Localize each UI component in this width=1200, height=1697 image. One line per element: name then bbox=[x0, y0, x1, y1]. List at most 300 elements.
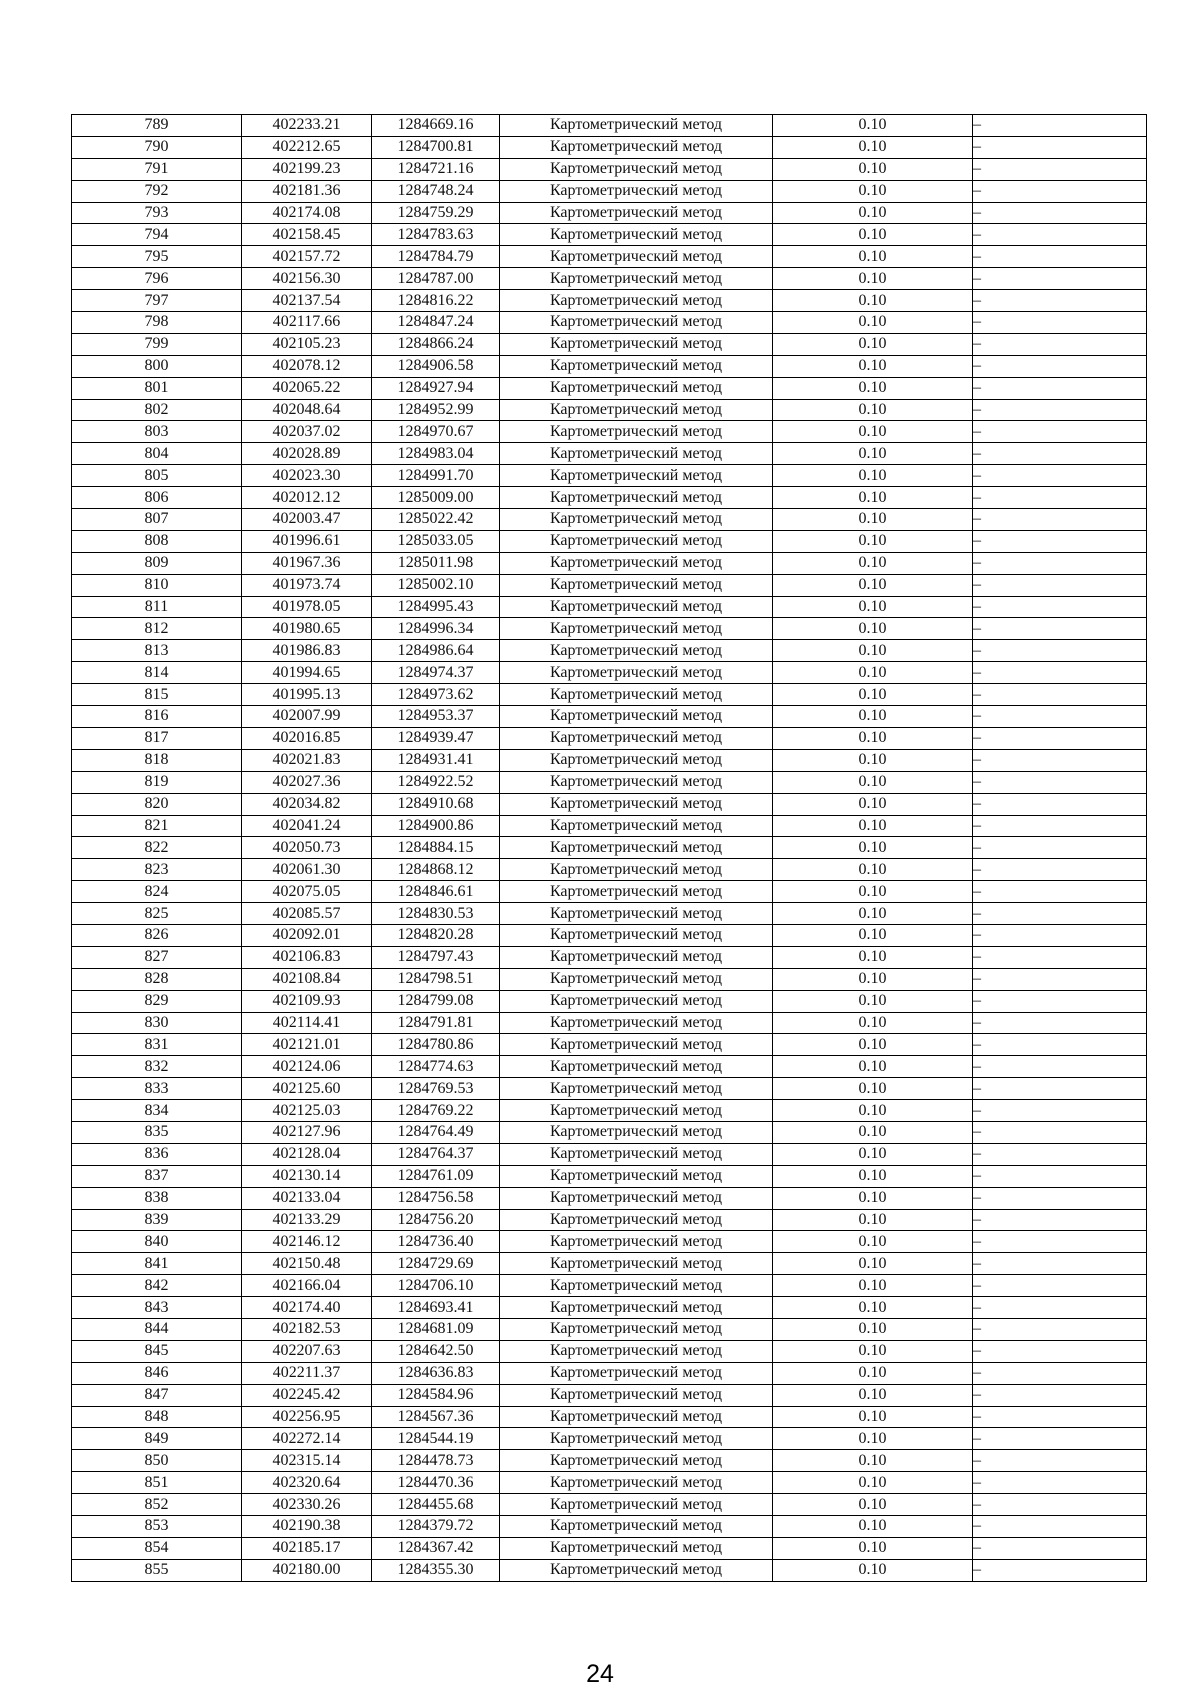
y-coordinate-cell: 1284769.53 bbox=[372, 1078, 500, 1100]
accuracy-cell: 0.10 bbox=[773, 1450, 973, 1472]
point-number-cell: 845 bbox=[72, 1340, 242, 1362]
x-coordinate-cell: 402190.38 bbox=[242, 1516, 372, 1538]
table-row bbox=[72, 793, 1147, 815]
point-number-cell: 840 bbox=[72, 1231, 242, 1253]
x-coordinate-cell: 402212.65 bbox=[242, 136, 372, 158]
note-cell: – bbox=[973, 1362, 1147, 1384]
accuracy-cell: 0.10 bbox=[773, 815, 973, 837]
point-number-cell: 826 bbox=[72, 924, 242, 946]
table-row bbox=[72, 1275, 1147, 1297]
x-coordinate-cell: 402272.14 bbox=[242, 1428, 372, 1450]
accuracy-cell: 0.10 bbox=[773, 377, 973, 399]
point-number-cell: 842 bbox=[72, 1275, 242, 1297]
point-number-cell: 854 bbox=[72, 1537, 242, 1559]
method-cell: Картометрический метод bbox=[500, 1275, 773, 1297]
method-cell: Картометрический метод bbox=[500, 312, 773, 334]
point-number-cell: 803 bbox=[72, 421, 242, 443]
x-coordinate-cell: 402061.30 bbox=[242, 859, 372, 881]
table-row bbox=[72, 1121, 1147, 1143]
y-coordinate-cell: 1284759.29 bbox=[372, 202, 500, 224]
table-row bbox=[72, 1297, 1147, 1319]
point-number-cell: 831 bbox=[72, 1034, 242, 1056]
accuracy-cell: 0.10 bbox=[773, 924, 973, 946]
x-coordinate-cell: 402150.48 bbox=[242, 1253, 372, 1275]
y-coordinate-cell: 1284379.72 bbox=[372, 1516, 500, 1538]
y-coordinate-cell: 1285011.98 bbox=[372, 552, 500, 574]
accuracy-cell: 0.10 bbox=[773, 202, 973, 224]
note-cell: – bbox=[973, 1165, 1147, 1187]
note-cell: – bbox=[973, 596, 1147, 618]
method-cell: Картометрический метод bbox=[500, 333, 773, 355]
method-cell: Картометрический метод bbox=[500, 1428, 773, 1450]
point-number-cell: 790 bbox=[72, 136, 242, 158]
method-cell: Картометрический метод bbox=[500, 793, 773, 815]
accuracy-cell: 0.10 bbox=[773, 662, 973, 684]
table-row bbox=[72, 443, 1147, 465]
note-cell: – bbox=[973, 509, 1147, 531]
accuracy-cell: 0.10 bbox=[773, 312, 973, 334]
accuracy-cell: 0.10 bbox=[773, 1472, 973, 1494]
y-coordinate-cell: 1284906.58 bbox=[372, 355, 500, 377]
x-coordinate-cell: 402023.30 bbox=[242, 465, 372, 487]
x-coordinate-cell: 401978.05 bbox=[242, 596, 372, 618]
x-coordinate-cell: 402016.85 bbox=[242, 727, 372, 749]
y-coordinate-cell: 1284798.51 bbox=[372, 968, 500, 990]
point-number-cell: 794 bbox=[72, 224, 242, 246]
x-coordinate-cell: 402174.40 bbox=[242, 1297, 372, 1319]
x-coordinate-cell: 402075.05 bbox=[242, 881, 372, 903]
y-coordinate-cell: 1285002.10 bbox=[372, 574, 500, 596]
accuracy-cell: 0.10 bbox=[773, 793, 973, 815]
note-cell: – bbox=[973, 881, 1147, 903]
method-cell: Картометрический метод bbox=[500, 290, 773, 312]
y-coordinate-cell: 1284953.37 bbox=[372, 706, 500, 728]
table-row bbox=[72, 815, 1147, 837]
coordinates-table bbox=[71, 114, 1147, 1582]
point-number-cell: 792 bbox=[72, 180, 242, 202]
x-coordinate-cell: 402108.84 bbox=[242, 968, 372, 990]
table-row bbox=[72, 903, 1147, 925]
table-row bbox=[72, 1516, 1147, 1538]
accuracy-cell: 0.10 bbox=[773, 1516, 973, 1538]
method-cell: Картометрический метод bbox=[500, 684, 773, 706]
note-cell: – bbox=[973, 246, 1147, 268]
point-number-cell: 817 bbox=[72, 727, 242, 749]
accuracy-cell: 0.10 bbox=[773, 749, 973, 771]
note-cell: – bbox=[973, 1187, 1147, 1209]
method-cell: Картометрический метод bbox=[500, 1143, 773, 1165]
table-row bbox=[72, 355, 1147, 377]
x-coordinate-cell: 402199.23 bbox=[242, 158, 372, 180]
point-number-cell: 836 bbox=[72, 1143, 242, 1165]
method-cell: Картометрический метод bbox=[500, 1450, 773, 1472]
y-coordinate-cell: 1284756.20 bbox=[372, 1209, 500, 1231]
point-number-cell: 838 bbox=[72, 1187, 242, 1209]
note-cell: – bbox=[973, 946, 1147, 968]
table-row bbox=[72, 465, 1147, 487]
x-coordinate-cell: 402174.08 bbox=[242, 202, 372, 224]
table-row bbox=[72, 509, 1147, 531]
table-row bbox=[72, 574, 1147, 596]
table-row bbox=[72, 421, 1147, 443]
y-coordinate-cell: 1284729.69 bbox=[372, 1253, 500, 1275]
note-cell: – bbox=[973, 684, 1147, 706]
accuracy-cell: 0.10 bbox=[773, 158, 973, 180]
point-number-cell: 850 bbox=[72, 1450, 242, 1472]
accuracy-cell: 0.10 bbox=[773, 1209, 973, 1231]
note-cell: – bbox=[973, 1012, 1147, 1034]
method-cell: Картометрический метод bbox=[500, 1078, 773, 1100]
y-coordinate-cell: 1284910.68 bbox=[372, 793, 500, 815]
table-row bbox=[72, 771, 1147, 793]
x-coordinate-cell: 402182.53 bbox=[242, 1318, 372, 1340]
point-number-cell: 805 bbox=[72, 465, 242, 487]
point-number-cell: 814 bbox=[72, 662, 242, 684]
point-number-cell: 852 bbox=[72, 1494, 242, 1516]
point-number-cell: 822 bbox=[72, 837, 242, 859]
note-cell: – bbox=[973, 727, 1147, 749]
note-cell: – bbox=[973, 377, 1147, 399]
table-row bbox=[72, 727, 1147, 749]
y-coordinate-cell: 1284693.41 bbox=[372, 1297, 500, 1319]
y-coordinate-cell: 1284355.30 bbox=[372, 1559, 500, 1581]
accuracy-cell: 0.10 bbox=[773, 1121, 973, 1143]
note-cell: – bbox=[973, 1318, 1147, 1340]
accuracy-cell: 0.10 bbox=[773, 596, 973, 618]
table-row bbox=[72, 1318, 1147, 1340]
y-coordinate-cell: 1284636.83 bbox=[372, 1362, 500, 1384]
method-cell: Картометрический метод bbox=[500, 968, 773, 990]
y-coordinate-cell: 1284544.19 bbox=[372, 1428, 500, 1450]
note-cell: – bbox=[973, 1384, 1147, 1406]
y-coordinate-cell: 1284884.15 bbox=[372, 837, 500, 859]
x-coordinate-cell: 402117.66 bbox=[242, 312, 372, 334]
y-coordinate-cell: 1284756.58 bbox=[372, 1187, 500, 1209]
table-row bbox=[72, 136, 1147, 158]
method-cell: Картометрический метод bbox=[500, 1209, 773, 1231]
note-cell: – bbox=[973, 158, 1147, 180]
accuracy-cell: 0.10 bbox=[773, 1100, 973, 1122]
accuracy-cell: 0.10 bbox=[773, 355, 973, 377]
x-coordinate-cell: 402166.04 bbox=[242, 1275, 372, 1297]
y-coordinate-cell: 1284783.63 bbox=[372, 224, 500, 246]
accuracy-cell: 0.10 bbox=[773, 290, 973, 312]
note-cell: – bbox=[973, 355, 1147, 377]
point-number-cell: 848 bbox=[72, 1406, 242, 1428]
point-number-cell: 833 bbox=[72, 1078, 242, 1100]
method-cell: Картометрический метод bbox=[500, 465, 773, 487]
note-cell: – bbox=[973, 1494, 1147, 1516]
x-coordinate-cell: 402130.14 bbox=[242, 1165, 372, 1187]
table-row bbox=[72, 1384, 1147, 1406]
method-cell: Картометрический метод bbox=[500, 903, 773, 925]
accuracy-cell: 0.10 bbox=[773, 640, 973, 662]
accuracy-cell: 0.10 bbox=[773, 246, 973, 268]
point-number-cell: 846 bbox=[72, 1362, 242, 1384]
table-row bbox=[72, 1078, 1147, 1100]
accuracy-cell: 0.10 bbox=[773, 684, 973, 706]
table-row bbox=[72, 881, 1147, 903]
accuracy-cell: 0.10 bbox=[773, 1231, 973, 1253]
point-number-cell: 816 bbox=[72, 706, 242, 728]
accuracy-cell: 0.10 bbox=[773, 837, 973, 859]
note-cell: – bbox=[973, 421, 1147, 443]
table-row bbox=[72, 268, 1147, 290]
note-cell: – bbox=[973, 1537, 1147, 1559]
table-row bbox=[72, 1362, 1147, 1384]
x-coordinate-cell: 402106.83 bbox=[242, 946, 372, 968]
method-cell: Картометрический метод bbox=[500, 136, 773, 158]
note-cell: – bbox=[973, 1275, 1147, 1297]
x-coordinate-cell: 402157.72 bbox=[242, 246, 372, 268]
method-cell: Картометрический метод bbox=[500, 596, 773, 618]
note-cell: – bbox=[973, 903, 1147, 925]
method-cell: Картометрический метод bbox=[500, 1340, 773, 1362]
note-cell: – bbox=[973, 333, 1147, 355]
y-coordinate-cell: 1284868.12 bbox=[372, 859, 500, 881]
y-coordinate-cell: 1284986.64 bbox=[372, 640, 500, 662]
y-coordinate-cell: 1284847.24 bbox=[372, 312, 500, 334]
point-number-cell: 827 bbox=[72, 946, 242, 968]
point-number-cell: 818 bbox=[72, 749, 242, 771]
table-row bbox=[72, 924, 1147, 946]
y-coordinate-cell: 1284642.50 bbox=[372, 1340, 500, 1362]
accuracy-cell: 0.10 bbox=[773, 180, 973, 202]
note-cell: – bbox=[973, 115, 1147, 137]
y-coordinate-cell: 1285033.05 bbox=[372, 530, 500, 552]
accuracy-cell: 0.10 bbox=[773, 1428, 973, 1450]
note-cell: – bbox=[973, 1516, 1147, 1538]
y-coordinate-cell: 1284748.24 bbox=[372, 180, 500, 202]
method-cell: Картометрический метод bbox=[500, 749, 773, 771]
note-cell: – bbox=[973, 1297, 1147, 1319]
method-cell: Картометрический метод bbox=[500, 355, 773, 377]
table-row bbox=[72, 246, 1147, 268]
note-cell: – bbox=[973, 443, 1147, 465]
accuracy-cell: 0.10 bbox=[773, 881, 973, 903]
table-row bbox=[72, 946, 1147, 968]
x-coordinate-cell: 401980.65 bbox=[242, 618, 372, 640]
y-coordinate-cell: 1284567.36 bbox=[372, 1406, 500, 1428]
table-row bbox=[72, 487, 1147, 509]
x-coordinate-cell: 402211.37 bbox=[242, 1362, 372, 1384]
note-cell: – bbox=[973, 487, 1147, 509]
note-cell: – bbox=[973, 1428, 1147, 1450]
x-coordinate-cell: 402315.14 bbox=[242, 1450, 372, 1472]
note-cell: – bbox=[973, 771, 1147, 793]
method-cell: Картометрический метод bbox=[500, 443, 773, 465]
method-cell: Картометрический метод bbox=[500, 662, 773, 684]
accuracy-cell: 0.10 bbox=[773, 443, 973, 465]
x-coordinate-cell: 401995.13 bbox=[242, 684, 372, 706]
table-row bbox=[72, 1340, 1147, 1362]
x-coordinate-cell: 402185.17 bbox=[242, 1537, 372, 1559]
y-coordinate-cell: 1284830.53 bbox=[372, 903, 500, 925]
note-cell: – bbox=[973, 465, 1147, 487]
accuracy-cell: 0.10 bbox=[773, 1318, 973, 1340]
point-number-cell: 801 bbox=[72, 377, 242, 399]
point-number-cell: 813 bbox=[72, 640, 242, 662]
y-coordinate-cell: 1284996.34 bbox=[372, 618, 500, 640]
note-cell: – bbox=[973, 968, 1147, 990]
table-row bbox=[72, 1450, 1147, 1472]
y-coordinate-cell: 1284455.68 bbox=[372, 1494, 500, 1516]
method-cell: Картометрический метод bbox=[500, 1100, 773, 1122]
point-number-cell: 802 bbox=[72, 399, 242, 421]
note-cell: – bbox=[973, 1143, 1147, 1165]
accuracy-cell: 0.10 bbox=[773, 1165, 973, 1187]
note-cell: – bbox=[973, 1472, 1147, 1494]
accuracy-cell: 0.10 bbox=[773, 1384, 973, 1406]
method-cell: Картометрический метод bbox=[500, 618, 773, 640]
y-coordinate-cell: 1284983.04 bbox=[372, 443, 500, 465]
x-coordinate-cell: 402180.00 bbox=[242, 1559, 372, 1581]
method-cell: Картометрический метод bbox=[500, 509, 773, 531]
note-cell: – bbox=[973, 859, 1147, 881]
x-coordinate-cell: 402125.60 bbox=[242, 1078, 372, 1100]
y-coordinate-cell: 1284478.73 bbox=[372, 1450, 500, 1472]
table-row bbox=[72, 1559, 1147, 1581]
accuracy-cell: 0.10 bbox=[773, 224, 973, 246]
point-number-cell: 824 bbox=[72, 881, 242, 903]
table-row bbox=[72, 552, 1147, 574]
note-cell: – bbox=[973, 224, 1147, 246]
x-coordinate-cell: 402021.83 bbox=[242, 749, 372, 771]
table-row bbox=[72, 1537, 1147, 1559]
method-cell: Картометрический метод bbox=[500, 815, 773, 837]
point-number-cell: 807 bbox=[72, 509, 242, 531]
point-number-cell: 844 bbox=[72, 1318, 242, 1340]
point-number-cell: 819 bbox=[72, 771, 242, 793]
x-coordinate-cell: 402137.54 bbox=[242, 290, 372, 312]
point-number-cell: 851 bbox=[72, 1472, 242, 1494]
note-cell: – bbox=[973, 793, 1147, 815]
x-coordinate-cell: 402034.82 bbox=[242, 793, 372, 815]
y-coordinate-cell: 1284791.81 bbox=[372, 1012, 500, 1034]
x-coordinate-cell: 402330.26 bbox=[242, 1494, 372, 1516]
x-coordinate-cell: 402114.41 bbox=[242, 1012, 372, 1034]
method-cell: Картометрический метод bbox=[500, 202, 773, 224]
y-coordinate-cell: 1284900.86 bbox=[372, 815, 500, 837]
table-row bbox=[72, 684, 1147, 706]
note-cell: – bbox=[973, 662, 1147, 684]
y-coordinate-cell: 1284970.67 bbox=[372, 421, 500, 443]
point-number-cell: 849 bbox=[72, 1428, 242, 1450]
point-number-cell: 798 bbox=[72, 312, 242, 334]
x-coordinate-cell: 402048.64 bbox=[242, 399, 372, 421]
point-number-cell: 810 bbox=[72, 574, 242, 596]
accuracy-cell: 0.10 bbox=[773, 946, 973, 968]
point-number-cell: 808 bbox=[72, 530, 242, 552]
accuracy-cell: 0.10 bbox=[773, 1012, 973, 1034]
accuracy-cell: 0.10 bbox=[773, 465, 973, 487]
note-cell: – bbox=[973, 1209, 1147, 1231]
point-number-cell: 825 bbox=[72, 903, 242, 925]
note-cell: – bbox=[973, 706, 1147, 728]
x-coordinate-cell: 402105.23 bbox=[242, 333, 372, 355]
accuracy-cell: 0.10 bbox=[773, 1494, 973, 1516]
accuracy-cell: 0.10 bbox=[773, 268, 973, 290]
x-coordinate-cell: 402121.01 bbox=[242, 1034, 372, 1056]
table-row bbox=[72, 662, 1147, 684]
x-coordinate-cell: 402037.02 bbox=[242, 421, 372, 443]
method-cell: Картометрический метод bbox=[500, 771, 773, 793]
note-cell: – bbox=[973, 749, 1147, 771]
method-cell: Картометрический метод bbox=[500, 158, 773, 180]
x-coordinate-cell: 402109.93 bbox=[242, 990, 372, 1012]
method-cell: Картометрический метод bbox=[500, 727, 773, 749]
y-coordinate-cell: 1284761.09 bbox=[372, 1165, 500, 1187]
note-cell: – bbox=[973, 180, 1147, 202]
accuracy-cell: 0.10 bbox=[773, 618, 973, 640]
x-coordinate-cell: 401994.65 bbox=[242, 662, 372, 684]
accuracy-cell: 0.10 bbox=[773, 1537, 973, 1559]
table-row bbox=[72, 1100, 1147, 1122]
method-cell: Картометрический метод bbox=[500, 1406, 773, 1428]
x-coordinate-cell: 402158.45 bbox=[242, 224, 372, 246]
x-coordinate-cell: 402085.57 bbox=[242, 903, 372, 925]
note-cell: – bbox=[973, 312, 1147, 334]
x-coordinate-cell: 402156.30 bbox=[242, 268, 372, 290]
y-coordinate-cell: 1284736.40 bbox=[372, 1231, 500, 1253]
accuracy-cell: 0.10 bbox=[773, 421, 973, 443]
method-cell: Картометрический метод bbox=[500, 706, 773, 728]
method-cell: Картометрический метод bbox=[500, 1012, 773, 1034]
y-coordinate-cell: 1284721.16 bbox=[372, 158, 500, 180]
x-coordinate-cell: 402092.01 bbox=[242, 924, 372, 946]
y-coordinate-cell: 1284769.22 bbox=[372, 1100, 500, 1122]
table-row bbox=[72, 530, 1147, 552]
y-coordinate-cell: 1284799.08 bbox=[372, 990, 500, 1012]
point-number-cell: 832 bbox=[72, 1056, 242, 1078]
method-cell: Картометрический метод bbox=[500, 1516, 773, 1538]
note-cell: – bbox=[973, 815, 1147, 837]
method-cell: Картометрический метод bbox=[500, 837, 773, 859]
table-row bbox=[72, 837, 1147, 859]
method-cell: Картометрический метод bbox=[500, 1253, 773, 1275]
x-coordinate-cell: 402125.03 bbox=[242, 1100, 372, 1122]
accuracy-cell: 0.10 bbox=[773, 552, 973, 574]
x-coordinate-cell: 402146.12 bbox=[242, 1231, 372, 1253]
table-row bbox=[72, 1143, 1147, 1165]
method-cell: Картометрический метод bbox=[500, 1494, 773, 1516]
point-number-cell: 791 bbox=[72, 158, 242, 180]
point-number-cell: 853 bbox=[72, 1516, 242, 1538]
x-coordinate-cell: 402181.36 bbox=[242, 180, 372, 202]
table-row bbox=[72, 333, 1147, 355]
method-cell: Картометрический метод bbox=[500, 246, 773, 268]
y-coordinate-cell: 1284780.86 bbox=[372, 1034, 500, 1056]
table-row bbox=[72, 640, 1147, 662]
x-coordinate-cell: 402128.04 bbox=[242, 1143, 372, 1165]
method-cell: Картометрический метод bbox=[500, 1362, 773, 1384]
table-row bbox=[72, 1253, 1147, 1275]
y-coordinate-cell: 1284669.16 bbox=[372, 115, 500, 137]
note-cell: – bbox=[973, 552, 1147, 574]
method-cell: Картометрический метод bbox=[500, 1034, 773, 1056]
method-cell: Картометрический метод bbox=[500, 1384, 773, 1406]
method-cell: Картометрический метод bbox=[500, 574, 773, 596]
table-row bbox=[72, 1406, 1147, 1428]
point-number-cell: 839 bbox=[72, 1209, 242, 1231]
note-cell: – bbox=[973, 1559, 1147, 1581]
accuracy-cell: 0.10 bbox=[773, 1275, 973, 1297]
y-coordinate-cell: 1284797.43 bbox=[372, 946, 500, 968]
accuracy-cell: 0.10 bbox=[773, 771, 973, 793]
point-number-cell: 804 bbox=[72, 443, 242, 465]
point-number-cell: 828 bbox=[72, 968, 242, 990]
accuracy-cell: 0.10 bbox=[773, 1056, 973, 1078]
